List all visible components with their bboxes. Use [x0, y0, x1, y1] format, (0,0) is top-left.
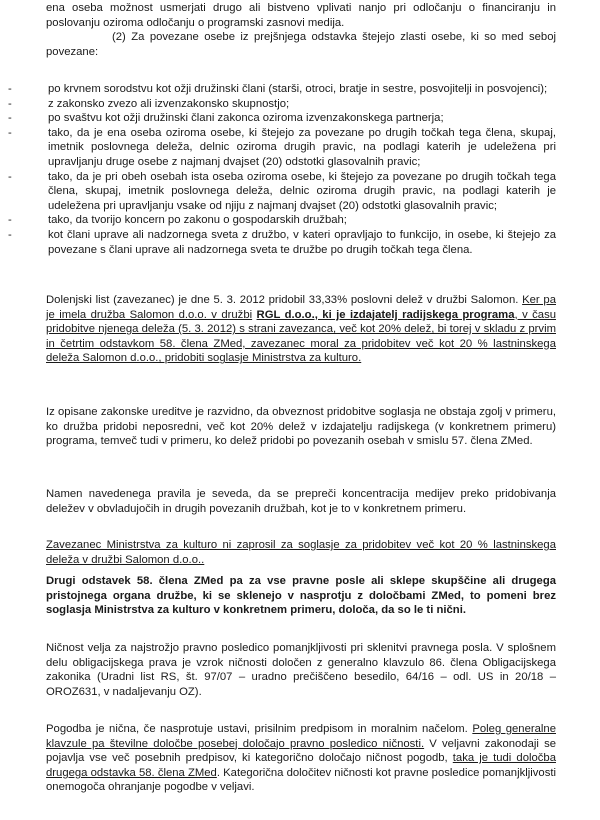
- list-dash: -: [8, 83, 12, 95]
- list-item-text: po svaštvu kot ožji družinski člani zakonca oziroma izvenzakonskega partnerja;: [48, 112, 444, 125]
- list-item: [8, 213, 556, 228]
- paragraph-text: Namen navedenega pravila je seveda, da se prepreči koncentracija medijev preko pridobivanja deležev v obvladujočih in drugih povezanih družbah, kot je to v konkretnem primeru.: [46, 488, 556, 515]
- list-item: [8, 170, 556, 214]
- bold-paragraph-text: Drugi odstavek 58. člena ZMed pa za vse pravne posle ali sklepe skupščine ali drugega pristojnega organa družbe, ki se sklenejo v nasprotju z določbami ZMed, to pomeni brez soglasja Ministrstva za kulturo v konkretnem primeru, določa, da so le ti nični.: [46, 575, 556, 617]
- underlined-text: , v času pridobitve njenega deleža (5. 3. 2012) s strani zavezanca, več kot 20% delež, bi torej v skladu z prvim in četrtim odstavkom 58. člena ZMed, zavezanec moral za pridobitev več kot 20 % lastninskega deleža Salomon d.o.o., pridobiti soglasje Ministrstva za kulturo.: [46, 308, 557, 365]
- underlined-text: Ker pa je imela družba Salomon d.o.o. v družbi: [46, 294, 556, 321]
- list-item: [8, 228, 556, 257]
- list-item: [8, 97, 556, 112]
- intro-paragraph: [46, 1, 556, 59]
- paragraph-no-consent: [46, 538, 556, 567]
- list-item: [8, 82, 556, 97]
- paragraph-contract-void: [46, 722, 556, 795]
- underlined-text: Poleg generalne klavzule pa številne določbe posebej določajo pravno posledico ničnosti.: [46, 723, 556, 750]
- underlined-text: taka je tudi določba drugega odstavka 58. člena ZMed: [46, 752, 556, 779]
- list-item-text: tako, da tvorijo koncern po zakonu o gospodarskih družbah;: [48, 214, 347, 227]
- paragraph-text: Iz opisane zakonske ureditve je razvidno, da obveznost pridobitve soglasja ne obstaja zgolj v primeru, ko družba pridobi neposredni, več kot 20% delež v izdajatelju radijskega (v konkretnem primeru) programa, temveč tudi v primeru, ko delež pridobi po povezanih osebah v smislu 57. člena ZMed.: [46, 406, 556, 448]
- paragraph-text: Ničnost velja za najstrožjo pravno posledico pomanjkljivosti pri sklenitvi pravnega posla. V splošnem delu obligacijskega prava je vzrok ničnosti določen z generalno klavzulo 86. člena Obligacijskega zakonika (Uradni list RS, št. 97/07 – uradno prečiščeno besedilo, 64/16 – odl. US in 20/18 – OROZ631, v nadaljevanju OZ).: [46, 642, 556, 698]
- list-item: [8, 126, 556, 170]
- related-persons-list: [8, 82, 556, 257]
- paragraph-nullity-definition: [46, 641, 556, 699]
- list-dash: -: [8, 228, 12, 241]
- underlined-text: Zavezanec Ministrstva za kulturo ni zaprosil za soglasje za pridobitev več kot 20 % lastninskega deleža v družbi Salomon d.o.o..: [46, 539, 556, 566]
- list-item: [8, 111, 556, 126]
- list-dash: -: [8, 170, 12, 183]
- list-item-text: z zakonsko zvezo ali izvenzakonsko skupnostjo;: [48, 97, 290, 110]
- paragraph-acquisition: [46, 293, 556, 366]
- intro-line: ena oseba možnost usmerjati drugo ali bistveno vplivati nanjo pri odločanju o financiranju in poslovanju oziroma odločanju o programski zasnovi medija.: [46, 2, 556, 29]
- list-item-text: tako, da je pri obeh osebah ista oseba oziroma osebe, ki štejejo za povezane po drugih točkah tega člena, skupaj, imetnik poslovnega deleža, delnic oziroma drugih pravic, na podlagi katerih je udeležena pri upravljanju vsake od njiju z najmanj dvajset (20) odstotki glasovalnih pravic;: [48, 170, 556, 212]
- paragraph-text: Pogodba je nična, če nasprotuje ustavi, prisilnim predpisom in moralnim načelom.: [46, 723, 468, 735]
- list-dash: -: [8, 97, 12, 110]
- list-dash: -: [8, 214, 12, 227]
- paragraph-legal-arrangement: [46, 405, 556, 449]
- paragraph-text: V veljavni zakonodaji se pojavlja vse več posebnih predpisov, ki kategorično določajo ničnost pogodb,: [46, 737, 557, 765]
- list-item-text: po krvnem sorodstvu kot ožji družinski člani (starši, otroci, bratje in sestre, posvojitelji in posvojenci);: [48, 83, 548, 95]
- paragraph-text: Dolenjski list (zavezanec) je dne 5. 3. 2012 pridobil 33,33% poslovni delež v družbi Salomon.: [46, 294, 519, 306]
- paragraph-nullity-rule: [46, 574, 556, 618]
- paragraph-text: . Kategorična določitev ničnosti kot pravne posledice pomanjkljivosti onemogoča ohranjanje pogodbe v veljavi.: [46, 766, 556, 794]
- list-item-text: tako, da je ena oseba oziroma osebe, ki štejejo za povezane po drugih točkah tega člena, skupaj, imetnik poslovnega deleža, delnic oziroma drugih pravic, na podlagi katerih je udeležena pri upravljanju druge osebe z najmanj dvajset (20) odstotki glasovalnih pravic;: [48, 126, 556, 168]
- list-dash: -: [8, 112, 12, 125]
- list-dash: -: [8, 126, 12, 139]
- intro-article-clause: (2) Za povezane osebe iz prejšnjega odstavka štejejo zlasti osebe, ki so med seboj povezane:: [46, 31, 556, 58]
- paragraph-purpose: [46, 487, 556, 516]
- list-item-text: kot člani uprave ali nadzornega sveta z družbo, v kateri opravljajo to funkcijo, in osebe, ki štejejo za povezane s člani uprave ali nadzornega sveta te družbe po drugih točkah tega člena.: [48, 228, 556, 256]
- underlined-bold-text: RGL d.o.o., ki je izdajatelj radijskega programa: [256, 308, 515, 321]
